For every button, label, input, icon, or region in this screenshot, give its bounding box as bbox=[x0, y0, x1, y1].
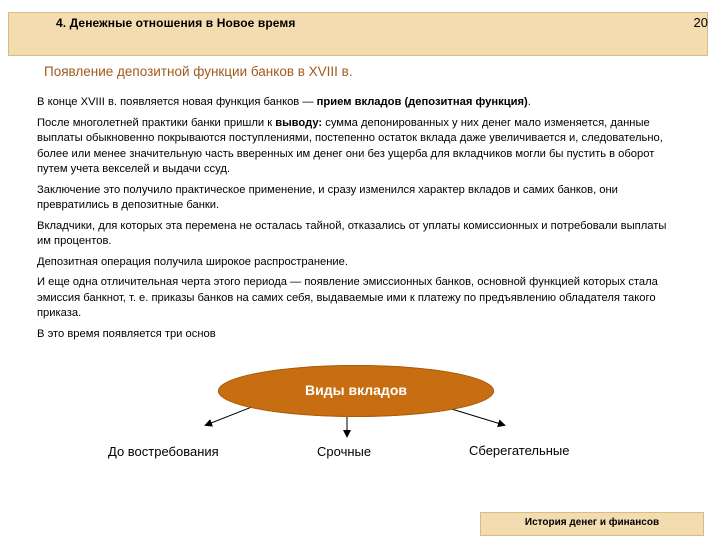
kind-term: Срочные bbox=[317, 444, 372, 459]
slide-subtitle: Появление депозитной функции банков в XVIII в. bbox=[44, 64, 353, 79]
slide-title: 4. Денежные отношения в Новое время bbox=[56, 16, 296, 30]
paragraph-emphasis: выводу: bbox=[275, 116, 323, 129]
paragraph-text: сумма депонированных у них денег мало изменяется, данные выплаты обыкновенно покрываются поступлениями, постепенно остаток вклада даже увеличивается и, следовательно, более или менее значительную часть вверенных им денег они без ущерба для вкладчиков могли бы пустить в оборот путем учета векселей и выдачи ссуд. bbox=[37, 116, 663, 175]
paragraph-emission-banks: И еще одна отличительная черта этого периода — появление эмиссионных банков, основной функцией которых стала эмиссия банкнот, т. е. приказы банков на самих себя, выдаваемые ими к платежу по предъявлению обладателя такого приказа. bbox=[37, 276, 658, 319]
paragraph-spread: Депозитная операция получила широкое распространение. bbox=[37, 255, 348, 268]
deposit-types-label: Виды вкладов bbox=[305, 382, 407, 398]
kind-savings: Сберегательные bbox=[469, 443, 570, 458]
paragraph-text: В конце XVIII в. появляется новая функция банков — bbox=[37, 96, 317, 108]
paragraph-deposit-banks: Заключение это получило практическое применение, и сразу изменился характер вкладов и самих банков, они превратились в депозитные банки. bbox=[37, 183, 618, 211]
footer-course-title: История денег и финансов bbox=[524, 517, 660, 528]
paragraph-three-kinds: В это время появляется три основ bbox=[37, 327, 216, 340]
paragraph-text: . bbox=[527, 96, 531, 108]
body-text bbox=[37, 95, 677, 347]
paragraph-depositors: Вкладчики, для которых эта перемена не осталась тайной, отказались от уплаты комиссионных и потребовали выплаты им процентов. bbox=[37, 219, 667, 247]
slide-number: 20 bbox=[693, 15, 708, 30]
kind-on-demand: До востребования bbox=[108, 444, 219, 459]
paragraph-emphasis: прием вкладов (депозитная функция) bbox=[316, 96, 528, 108]
paragraph-conclusion bbox=[37, 116, 677, 178]
paragraph-text: После многолетней практики банки пришли к bbox=[37, 116, 276, 129]
paragraph-new-function bbox=[37, 95, 677, 111]
arrow-right bbox=[445, 407, 504, 425]
